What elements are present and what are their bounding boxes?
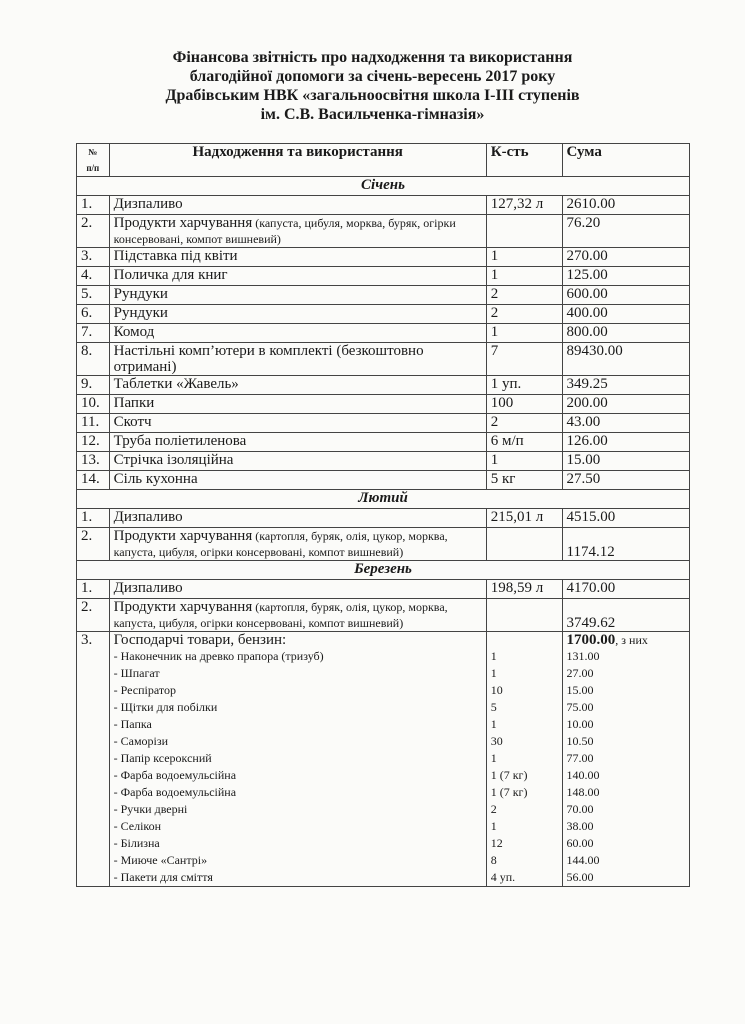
sub-sum-list [567,648,685,886]
item-note: (картопля, буряк, олія, цукор, морква, капуста, цибуля, огірки консервовані, компот вишневий) [113,600,448,630]
header-num-sub: п/п [86,163,100,173]
sub-item-sum: 60.00 [566,836,594,850]
item-sum: 800.00 [562,324,689,343]
header-name: Надходження та використання [109,144,486,177]
item-cell [109,599,486,632]
item-sum: 4515.00 [562,509,689,528]
header-num [77,144,110,177]
row-number: 1. [77,580,110,599]
item-cell [109,305,486,324]
sub-item-name: - Наконечник на древко прапора (тризуб) [113,649,324,663]
month-heading: Лютий [77,490,690,509]
item-name: Стрічка ізоляційна [113,452,234,468]
item-sum: 125.00 [562,267,689,286]
item-cell [109,215,486,248]
row-number: 4. [77,267,110,286]
row-number: 1. [77,509,110,528]
item-cell [109,376,486,395]
sub-item-qty: 1 [490,751,497,765]
sub-item-sum: 75.00 [566,700,594,714]
sub-item-qty: 1 (7 кг) [490,768,528,782]
item-cell [109,580,486,599]
item-sum: 27.50 [562,471,689,490]
table-row [77,509,690,528]
sub-item-sum: 148.00 [566,785,600,799]
row-number: 2. [77,528,110,561]
table-row [77,343,690,376]
total-note: , з них [615,633,648,647]
item-cell [109,433,486,452]
report-table [76,143,690,887]
item-qty [486,528,562,561]
sub-item-qty: 8 [490,853,497,867]
sub-item-sum: 15.00 [566,683,594,697]
month-row [77,177,690,196]
item-name: Дизпаливо [113,196,183,212]
item-sum: 349.25 [562,376,689,395]
item-cell [109,632,486,887]
row-number: 13. [77,452,110,471]
sub-item-name: - Пакети для сміття [113,870,213,884]
table-row [77,599,690,632]
sub-item-name: - Шпагат [113,666,160,680]
item-cell [109,343,486,376]
row-number: 2. [77,599,110,632]
item-qty: 2 [486,414,562,433]
item-sum: 3749.62 [562,599,689,632]
sub-item-name: - Селікон [113,819,162,833]
table-row [77,632,690,887]
sub-item-qty: 1 [490,666,497,680]
title-line: ім. С.В. Васильченка-гімназія» [260,106,485,123]
item-name: Рундуки [113,286,168,302]
item-qty [486,599,562,632]
table-row [77,267,690,286]
month-row [77,490,690,509]
item-note: (картопля, буряк, олія, цукор, морква, капуста, цибуля, огірки консервовані, компот вишневий) [113,529,448,559]
item-qty: 2 [486,305,562,324]
item-name: Продукти харчування [113,215,253,231]
item-name: Дизпаливо [113,580,183,596]
item-qty [486,215,562,248]
item-sum: 200.00 [562,395,689,414]
sub-item-qty: 1 [490,717,497,731]
item-name: Поличка для книг [113,267,228,283]
header-num-symbol: № [88,147,98,157]
item-qty: 7 [486,343,562,376]
item-name: Рундуки [113,305,168,321]
item-qty: 6 м/п [486,433,562,452]
item-qty: 5 кг [486,471,562,490]
header-qty: К-сть [486,144,562,177]
item-sum: 270.00 [562,248,689,267]
item-sum: 400.00 [562,305,689,324]
item-name: Продукти харчування [113,528,253,544]
item-sum: 43.00 [562,414,689,433]
total-value: 1700.00 [566,632,616,648]
month-row [77,561,690,580]
sub-item-sum: 70.00 [566,802,594,816]
sub-item-sum: 10.00 [566,717,594,731]
item-sum: 76.20 [562,215,689,248]
table-row [77,528,690,561]
item-qty: 1 уп. [486,376,562,395]
household-total [567,632,685,648]
sub-item-sum: 144.00 [566,853,600,867]
title-line: Драбівським НВК «загальноосвітня школа І-ІІІ ступенів [165,87,580,104]
table-row [77,452,690,471]
sub-item-qty: 1 (7 кг) [490,785,528,799]
item-qty: 100 [486,395,562,414]
item-cell [109,324,486,343]
item-cell [109,248,486,267]
row-number: 7. [77,324,110,343]
month-heading: Березень [77,561,690,580]
item-sum [562,632,689,887]
month-heading: Січень [77,177,690,196]
item-name: Господарчі товари, бензин: [113,632,287,648]
sub-item-name: - Білизна [113,836,160,850]
row-number: 9. [77,376,110,395]
item-name: Скотч [113,414,152,430]
sub-item-name: - Ручки дверні [113,802,188,816]
table-row [77,248,690,267]
sub-item-name: - Саморізи [113,734,169,748]
item-sum: 1174.12 [562,528,689,561]
sub-item-qty: 5 [490,700,497,714]
row-number: 12. [77,433,110,452]
item-cell [109,452,486,471]
item-sum: 600.00 [562,286,689,305]
row-number: 6. [77,305,110,324]
title-line: Фінансова звітність про надходження та використання [172,49,573,66]
item-cell [109,267,486,286]
item-cell [109,286,486,305]
item-cell [109,471,486,490]
item-cell [109,395,486,414]
table-row [77,580,690,599]
table-row [77,433,690,452]
row-number: 11. [77,414,110,433]
item-note: (капуста, цибуля, морква, буряк, огірки консервовані, компот вишневий) [113,216,456,246]
row-number: 3. [77,632,110,887]
sub-item-qty: 1 [490,649,497,663]
table-row [77,324,690,343]
qty-spacer [491,632,558,648]
table-header-row [77,144,690,177]
sub-item-qty: 4 уп. [490,870,516,884]
sub-item-name: - Папка [113,717,152,731]
sub-item-name: - Щітки для побілки [113,700,218,714]
title-line: благодійної допомоги за січень-вересень 2017 року [189,68,556,85]
table-row [77,395,690,414]
item-sum: 4170.00 [562,580,689,599]
item-name: Продукти харчування [113,599,253,615]
item-qty [486,632,562,887]
row-number: 1. [77,196,110,215]
item-name: Підставка під квіти [113,248,238,264]
row-number: 8. [77,343,110,376]
sub-item-name: - Папір ксероксний [113,751,212,765]
item-qty: 1 [486,248,562,267]
sub-item-list [114,648,482,886]
sub-item-qty: 10 [490,683,503,697]
item-name: Папки [113,395,155,411]
table-row [77,471,690,490]
sub-qty-list [491,648,558,886]
item-cell [109,528,486,561]
row-number: 5. [77,286,110,305]
item-qty: 215,01 л [486,509,562,528]
sub-item-sum: 56.00 [566,870,594,884]
sub-item-qty: 2 [490,802,497,816]
item-name: Настільні комп’ютери в комплекті (безкоштовно отримані) [113,343,424,375]
document-title [0,48,745,124]
item-cell [109,196,486,215]
item-cell [109,509,486,528]
sub-item-sum: 77.00 [566,751,594,765]
sub-item-qty: 1 [490,819,497,833]
item-qty: 127,32 л [486,196,562,215]
item-sum: 15.00 [562,452,689,471]
row-number: 10. [77,395,110,414]
item-qty: 1 [486,452,562,471]
item-qty: 1 [486,324,562,343]
item-sum: 126.00 [562,433,689,452]
item-sum: 89430.00 [562,343,689,376]
item-qty: 198,59 л [486,580,562,599]
item-name: Труба поліетиленова [113,433,247,449]
sub-item-sum: 38.00 [566,819,594,833]
header-sum: Сума [562,144,689,177]
item-cell [109,414,486,433]
sub-item-sum: 10.50 [566,734,594,748]
sub-item-sum: 27.00 [566,666,594,680]
sub-item-name: - Респіратор [113,683,176,697]
item-qty: 1 [486,267,562,286]
sub-item-qty: 30 [490,734,503,748]
item-name: Дизпаливо [113,509,183,525]
table-row [77,196,690,215]
item-qty: 2 [486,286,562,305]
row-number: 3. [77,248,110,267]
sub-item-qty: 12 [490,836,503,850]
table-row [77,286,690,305]
item-sum: 2610.00 [562,196,689,215]
sub-item-sum: 131.00 [566,649,600,663]
sub-item-name: - Фарба водоемульсійна [113,768,237,782]
item-name: Сіль кухонна [113,471,198,487]
row-number: 2. [77,215,110,248]
item-name: Таблетки «Жавель» [113,376,239,392]
item-name: Комод [113,324,155,340]
table-row [77,305,690,324]
sub-item-name: - Фарба водоемульсійна [113,785,237,799]
table-row [77,215,690,248]
sub-item-sum: 140.00 [566,768,600,782]
table-row [77,376,690,395]
row-number: 14. [77,471,110,490]
sub-item-name: - Миюче «Сантрі» [113,853,208,867]
table-row [77,414,690,433]
